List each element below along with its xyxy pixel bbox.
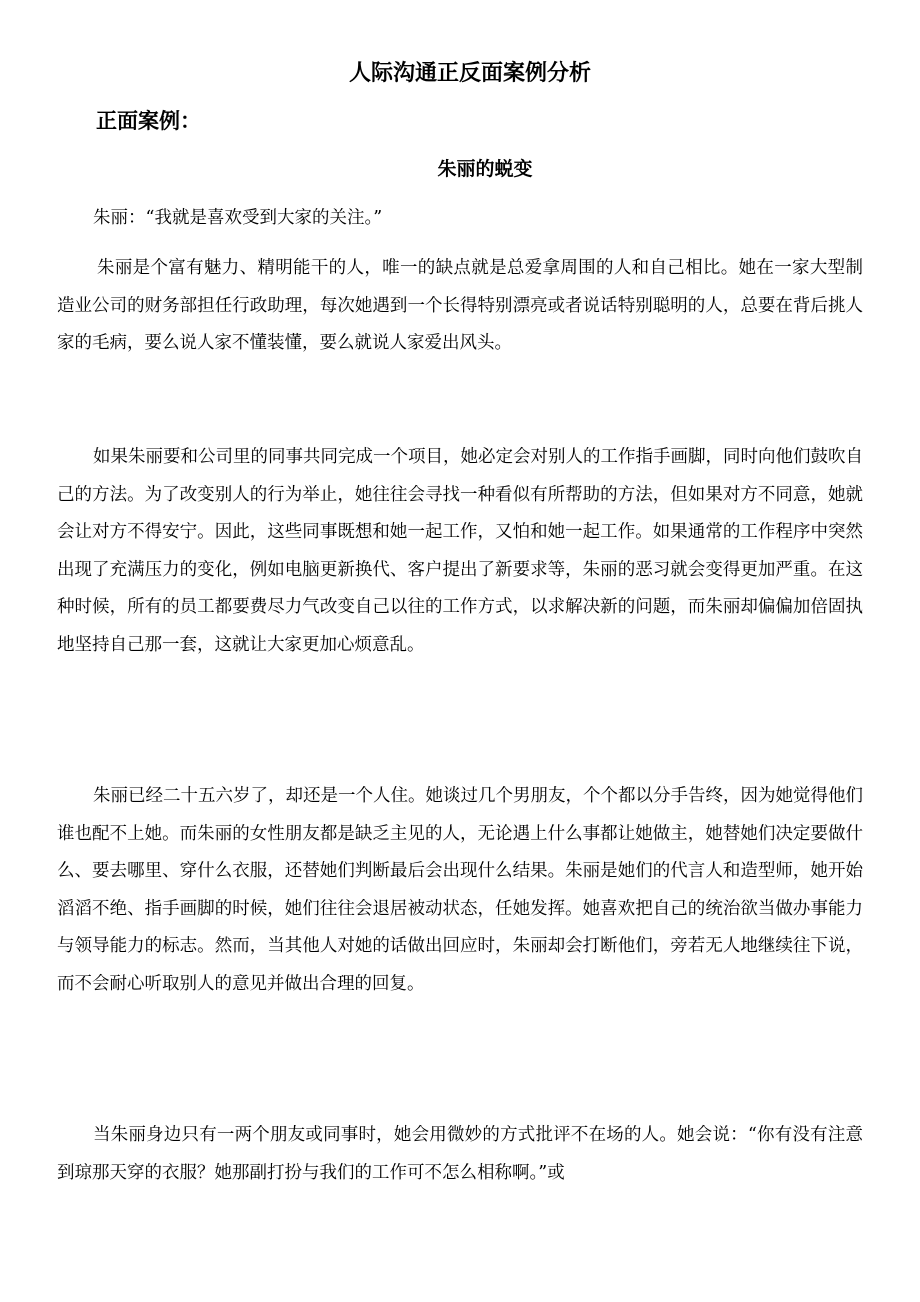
opening-quote: 朱丽：“我就是喜欢受到大家的关注。” bbox=[93, 208, 383, 228]
document-title: 人际沟通正反面案例分析 bbox=[348, 61, 591, 86]
paragraph-1: 朱丽是个富有魅力、精明能干的人，唯一的缺点就是总爱拿周围的人和自己相比。她在一家大型制造业公司的财务部担任行政助理，每次她遇到一个长得特别漂亮或者说话特别聪明的人，总要在背后挑人家的毛病，要么说人家不懂装懂，要么就说人家爱出风头。 bbox=[57, 258, 863, 353]
section-heading: 正面案例： bbox=[96, 109, 201, 133]
case-title: 朱丽的蜕变 bbox=[437, 158, 533, 180]
paragraph-4: 当朱丽身边只有一两个朋友或同事时，她会用微妙的方式批评不在场的人。她会说：“你有没有注意到琼那天穿的衣服？她那副打扮与我们的工作可不怎么相称啊。”或 bbox=[57, 1125, 863, 1183]
paragraph-3: 朱丽已经二十五六岁了，却还是一个人住。她谈过几个男朋友，个个都以分手告终，因为她觉得他们谁也配不上她。而朱丽的女性朋友都是缺乏主见的人，无论遇上什么事都让她做主，她替她们决定要做什么、要去哪里、穿什么衣服，还替她们判断最后会出现什么结果。朱丽是她们的代言人和造型师，她开始滔滔不绝、指手画脚的时候，她们往往会退居被动状态，任她发挥。她喜欢把自己的统治欲当做办事能力与领导能力的标志。然而，当其他人对她的话做出回应时，朱丽却会打断他们，旁若无人地继续往下说，而不会耐心听取别人的意见并做出合理的回复。 bbox=[57, 786, 863, 994]
paragraph-2: 如果朱丽要和公司里的同事共同完成一个项目，她必定会对别人的工作指手画脚，同时向他们鼓吹自己的方法。为了改变别人的行为举止，她往往会寻找一种看似有所帮助的方法，但如果对方不同意，她就会让对方不得安宁。因此，这些同事既想和她一起工作，又怕和她一起工作。如果通常的工作程序中突然出现了充满压力的变化，例如电脑更新换代、客户提出了新要求等，朱丽的恶习就会变得更加严重。在这种时候，所有的员工都要费尽力气改变自己以往的工作方式，以求解决新的问题，而朱丽却偏偏加倍固执地坚持自己那一套，这就让大家更加心烦意乱。 bbox=[57, 447, 863, 655]
